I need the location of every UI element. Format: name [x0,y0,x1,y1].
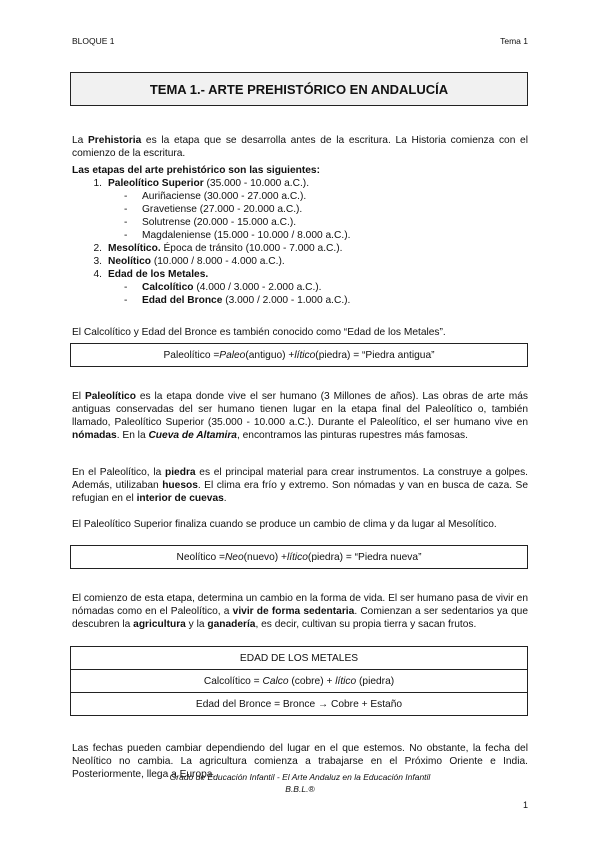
stage-name: Edad de los Metales. [108,269,209,280]
closing-paragraph: Las fechas pueden cambiar dependiendo del lugar en el que estemos. No obstante, la fecha del Neolítico no cambia. La agricultura comienza a trabajarse en el Próximo Oriente e India. Posteriormente, llega a Europa. [72,743,528,781]
metals-table-heading: EDAD DE LOS METALES [71,647,528,670]
substage-text [142,203,302,216]
text-run: es el principal material para crear instrumentos. La construye a golpes. Además, utilizaban [72,467,528,492]
paleolithic-paragraph-3: El Paleolítico Superior finaliza cuando se produce un cambio de clima y da lugar al Mesolítico. [72,519,497,531]
substage-item [72,190,528,203]
stage-detail: Época de tránsito (10.000 - 7.000 a.C.). [160,243,343,254]
stage-item [72,177,528,190]
metals-table-bronce: Edad del Bronce = Bronce → Cobre + Estaño [71,693,528,716]
dash-bullet: - [124,230,128,241]
substage-item [72,216,528,229]
text-run: nómadas [72,430,117,442]
text-run: Neolítico = [176,551,225,563]
substage-text [142,229,350,242]
text-run: El comienzo de esta etapa, determina un cambio en la forma de vida. El ser humano pasa de vivir en nómadas como en el Paleolítico, a [72,593,528,618]
text-run: Prehistoria [88,135,142,147]
text-run: huesos [162,480,198,492]
substage-detail: (3.000 / 2.000 - 1.000 a.C.). [222,295,351,306]
stage-text [108,177,309,190]
intro-paragraph [72,134,528,160]
stage-number: 1. [93,178,102,189]
text-run: . El clima era frío y extremo. Son nómadas y van en busca de caza. Se refugian en el [72,480,528,505]
text-run: Calco [262,675,289,687]
text-run: lítico [335,675,357,687]
text-run: interior de cuevas [136,493,224,505]
footer-line-1: Grado de Educación Infantil - El Arte Andaluz en la Educación Infantil [169,772,431,782]
text-run: . Comienzan a ser sedentarios ya que descubren la [72,606,528,631]
text-run: (piedra) = “Piedra nueva” [307,551,422,563]
substage-name: Edad del Bronce [142,295,223,306]
stage-item [72,255,528,268]
neolithic-etymology-box [70,545,528,569]
substage-item [72,229,528,242]
substage-text [142,216,296,229]
substage-text [142,294,350,307]
stage-number: 2. [93,243,102,254]
substage-detail: (4.000 / 3.000 - 2.000 a.C.). [193,282,322,293]
paleolithic-paragraph-2 [72,466,528,505]
text-run: Neo [224,551,244,563]
text-run: agricultura [133,619,186,631]
text-run: (piedra) = “Piedra antigua” [315,349,435,361]
substage-name: Calcolítico [142,282,194,293]
text-run: (antiguo) + [245,349,295,361]
text-run: Paleolítico = [163,349,220,361]
page-title: TEMA 1.- ARTE PREHISTÓRICO EN ANDALUCÍA [70,72,528,106]
text-run: (cobre) + [288,675,336,687]
text-run: es la etapa que se desarrolla antes de la escritura. La Historia comienza con el comienzo de la escritura. [72,135,528,160]
neolithic-paragraph [72,592,528,631]
stage-detail: (35.000 - 10.000 a.C.). [203,178,310,189]
text-run: lítico [294,349,316,361]
stage-number: 4. [93,269,102,280]
stage-text [108,268,208,281]
text-run: , es decir, cultivan su propia tierra y sacan frutos. [255,619,477,631]
stage-number: 3. [93,256,102,267]
stage-text [108,255,285,268]
text-run: Paleo [219,349,246,361]
text-run: , encontramos las pinturas rupestres más famosas. [236,430,468,442]
text-run: piedra [165,467,196,479]
header-left: BLOQUE 1 [72,36,115,46]
text-run: El [72,391,85,403]
text-run: y la [185,619,208,631]
stages-list [72,164,528,307]
paleolithic-paragraph-1 [72,390,528,442]
text-run: . [223,493,227,505]
text-run: (nuevo) + [243,551,287,563]
stages-heading: Las etapas del arte prehistórico son las siguientes: [72,165,320,176]
dash-bullet: - [124,282,128,293]
substage-detail: Solutrense (20.000 - 15.000 a.C.). [142,217,297,228]
page-number: 1 [522,800,528,810]
substage-item [72,203,528,216]
paleolithic-etymology-box [70,343,528,367]
stage-item [72,268,528,281]
stage-name: Paleolítico Superior [108,178,204,189]
substage-detail: Gravetiense (27.000 - 20.000 a.C.). [142,204,303,215]
substage-detail: Auriñaciense (30.000 - 27.000 a.C.). [142,191,307,202]
text-run: Paleolítico [84,391,136,403]
text-run: lítico [286,551,308,563]
substage-detail: Magdaleniense (15.000 - 10.000 / 8.000 a.C.). [142,230,351,241]
text-run: es la etapa donde vive el ser humano (3 Millones de años). Las obras de arte más antiguas conservadas del ser humano tienen lugar en la etapa final del Paleolítico o, también llamado, Paleolítico Superior (35.000 - 10.000 a.C.). Durante el Paleolítico, el ser humano vive en [72,391,528,429]
substage-item [72,281,528,294]
text-run: Cueva de Altamira [148,430,237,442]
text-run: (piedra) [356,675,395,687]
metals-table [70,646,528,716]
substage-text [142,281,322,294]
stage-detail: (10.000 / 8.000 - 4.000 a.C.). [151,256,285,267]
text-run: ganadería [207,619,256,631]
metals-table-calcolitico [71,670,528,693]
substage-text [142,190,306,203]
dash-bullet: - [124,217,128,228]
text-run: . En la [116,430,149,442]
calco-note: El Calcolítico y Edad del Bronce es también conocido como “Edad de los Metales”. [72,327,446,339]
text-run: Calcolítico = [203,675,263,687]
footer-line-2: B.B.L.® [285,784,315,794]
dash-bullet: - [124,191,128,202]
dash-bullet: - [124,295,128,306]
text-run: En el Paleolítico, la [72,467,165,479]
stage-name: Neolítico [108,256,152,267]
stage-item [72,242,528,255]
stage-name: Mesolítico. [108,243,161,254]
text-run: vivir de forma sedentaria [232,606,355,618]
substage-item [72,294,528,307]
stage-text [108,242,342,255]
text-run: La [72,135,89,147]
header-right: Tema 1 [500,36,528,46]
dash-bullet: - [124,204,128,215]
